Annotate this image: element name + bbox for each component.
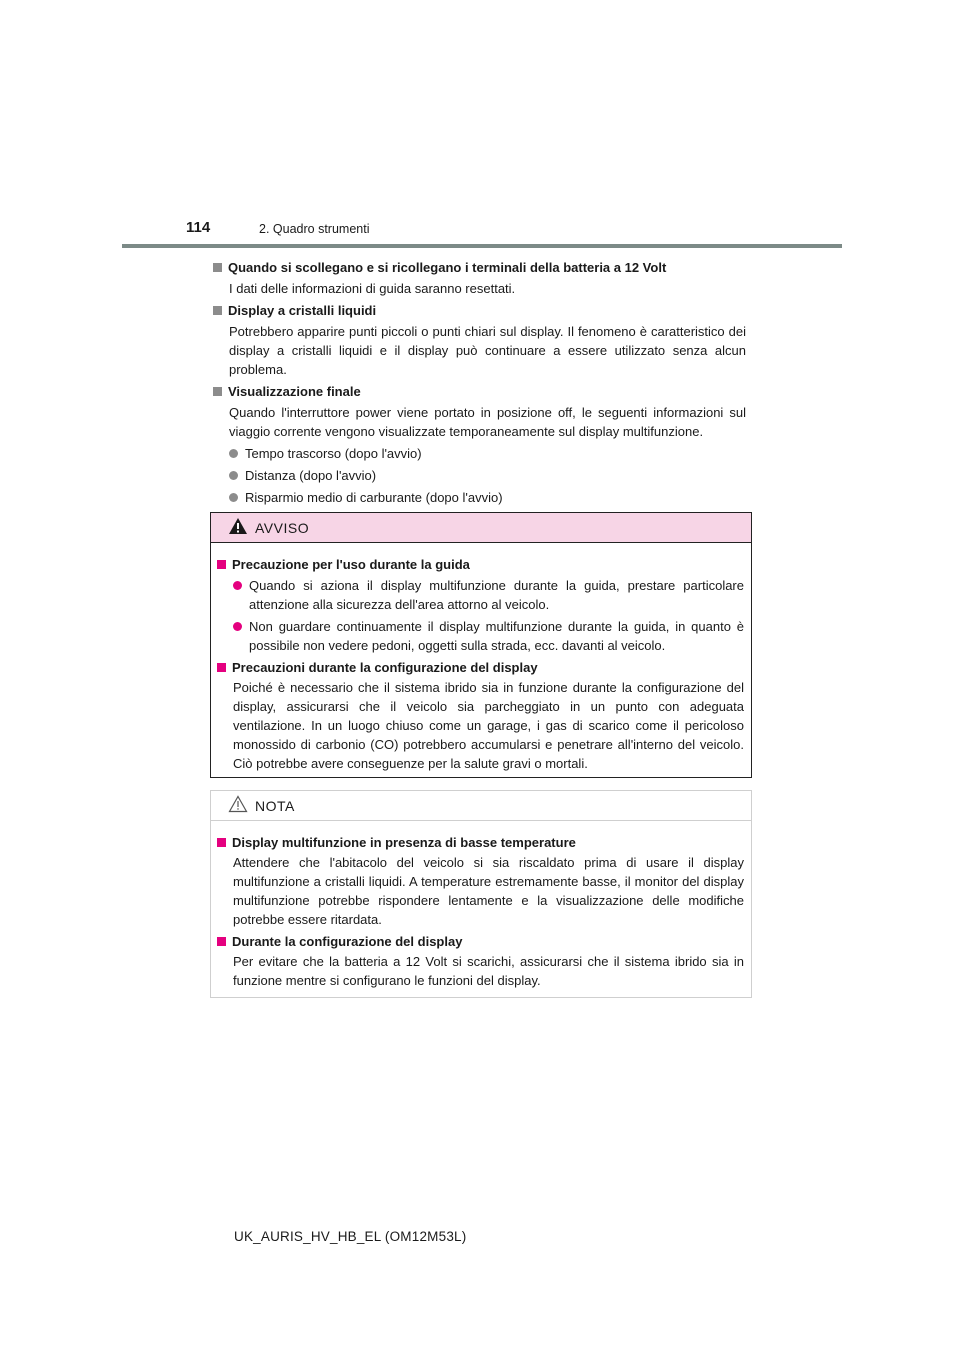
chapter-title: 2. Quadro strumenti xyxy=(259,222,370,236)
warning-box xyxy=(210,512,752,778)
square-bullet-icon xyxy=(217,937,226,946)
section-title: Visualizzazione finale xyxy=(213,382,746,401)
note-box xyxy=(210,790,752,998)
section-text: Quando l'interruttore power viene portato in posizione off, le seguenti informazioni sul viaggio corrente vengono visualizzate temporaneamente sul display multifunzione. xyxy=(229,405,746,439)
list-item: Distanza (dopo l'avvio) xyxy=(229,466,746,485)
section-text: Poiché è necessario che il sistema ibrido sia in funzione durante la configurazione del display, assicurarsi che il veicolo sia parcheggiato in un punto con adeguata ventilazione. In un luogo chiuso come un garage, i gas di scarico come il pericoloso monossido di carbonio (CO) potrebbero accumularsi e penetrare all'interno del veicolo. Ciò potrebbe avere conseguenze per la salute gravi o mortali. xyxy=(233,680,744,771)
page-number: 114 xyxy=(186,219,211,236)
caution-icon xyxy=(228,795,248,813)
list-item: Risparmio medio di carburante (dopo l'avvio) xyxy=(229,488,746,507)
list-item: Quando si aziona il display multifunzione durante la guida, prestare particolare attenzione alla sicurezza dell'area attorno al veicolo. xyxy=(233,576,744,614)
list-item: Tempo trascorso (dopo l'avvio) xyxy=(229,444,746,463)
square-bullet-icon xyxy=(213,387,222,396)
main-content xyxy=(213,256,746,510)
square-bullet-icon xyxy=(217,560,226,569)
section-title: Display multifunzione in presenza di basse temperature xyxy=(217,833,744,852)
warning-label: AVVISO xyxy=(255,520,310,536)
footer-code: UK_AURIS_HV_HB_EL (OM12M53L) xyxy=(234,1229,467,1244)
warning-header xyxy=(211,513,751,543)
warning-icon xyxy=(228,517,248,535)
note-label: NOTA xyxy=(255,798,295,814)
section-title: Display a cristalli liquidi xyxy=(213,301,746,320)
note-header xyxy=(211,791,751,821)
section-title: Quando si scollegano e si ricollegano i terminali della batteria a 12 Volt xyxy=(213,258,746,277)
section-text: Attendere che l'abitacolo del veicolo si sia riscaldato prima di usare il display multifunzione a cristalli liquidi. A temperature estremamente basse, il monitor del display multifunzione potrebbe rispondere lentamente e la visualizzazione delle modifiche potrebbe essere ritardata. xyxy=(233,855,744,927)
circle-bullet-icon xyxy=(233,622,242,631)
circle-bullet-icon xyxy=(229,449,238,458)
section-text: I dati delle informazioni di guida saranno resettati. xyxy=(229,281,516,296)
section-text: Per evitare che la batteria a 12 Volt si scarichi, assicurarsi che il sistema ibrido sia in funzione mentre si configurano le funzioni del display. xyxy=(233,954,744,988)
section-title: Precauzione per l'uso durante la guida xyxy=(217,555,744,574)
circle-bullet-icon xyxy=(229,471,238,480)
square-bullet-icon xyxy=(217,663,226,672)
section-title: Durante la configurazione del display xyxy=(217,932,744,951)
circle-bullet-icon xyxy=(229,493,238,502)
list-item: Non guardare continuamente il display multifunzione durante la guida, in quanto è possibile non vedere pedoni, oggetti sulla strada, ecc. davanti al veicolo. xyxy=(233,617,744,655)
square-bullet-icon xyxy=(217,838,226,847)
section-title: Precauzioni durante la configurazione del display xyxy=(217,658,744,677)
section-text: Potrebbero apparire punti piccoli o punti chiari sul display. Il fenomeno è caratteristico dei display a cristalli liquidi e il display può continuare a essere utilizzato senza alcun problema. xyxy=(229,324,746,377)
square-bullet-icon xyxy=(213,306,222,315)
header-rule xyxy=(122,244,842,248)
circle-bullet-icon xyxy=(233,581,242,590)
square-bullet-icon xyxy=(213,263,222,272)
